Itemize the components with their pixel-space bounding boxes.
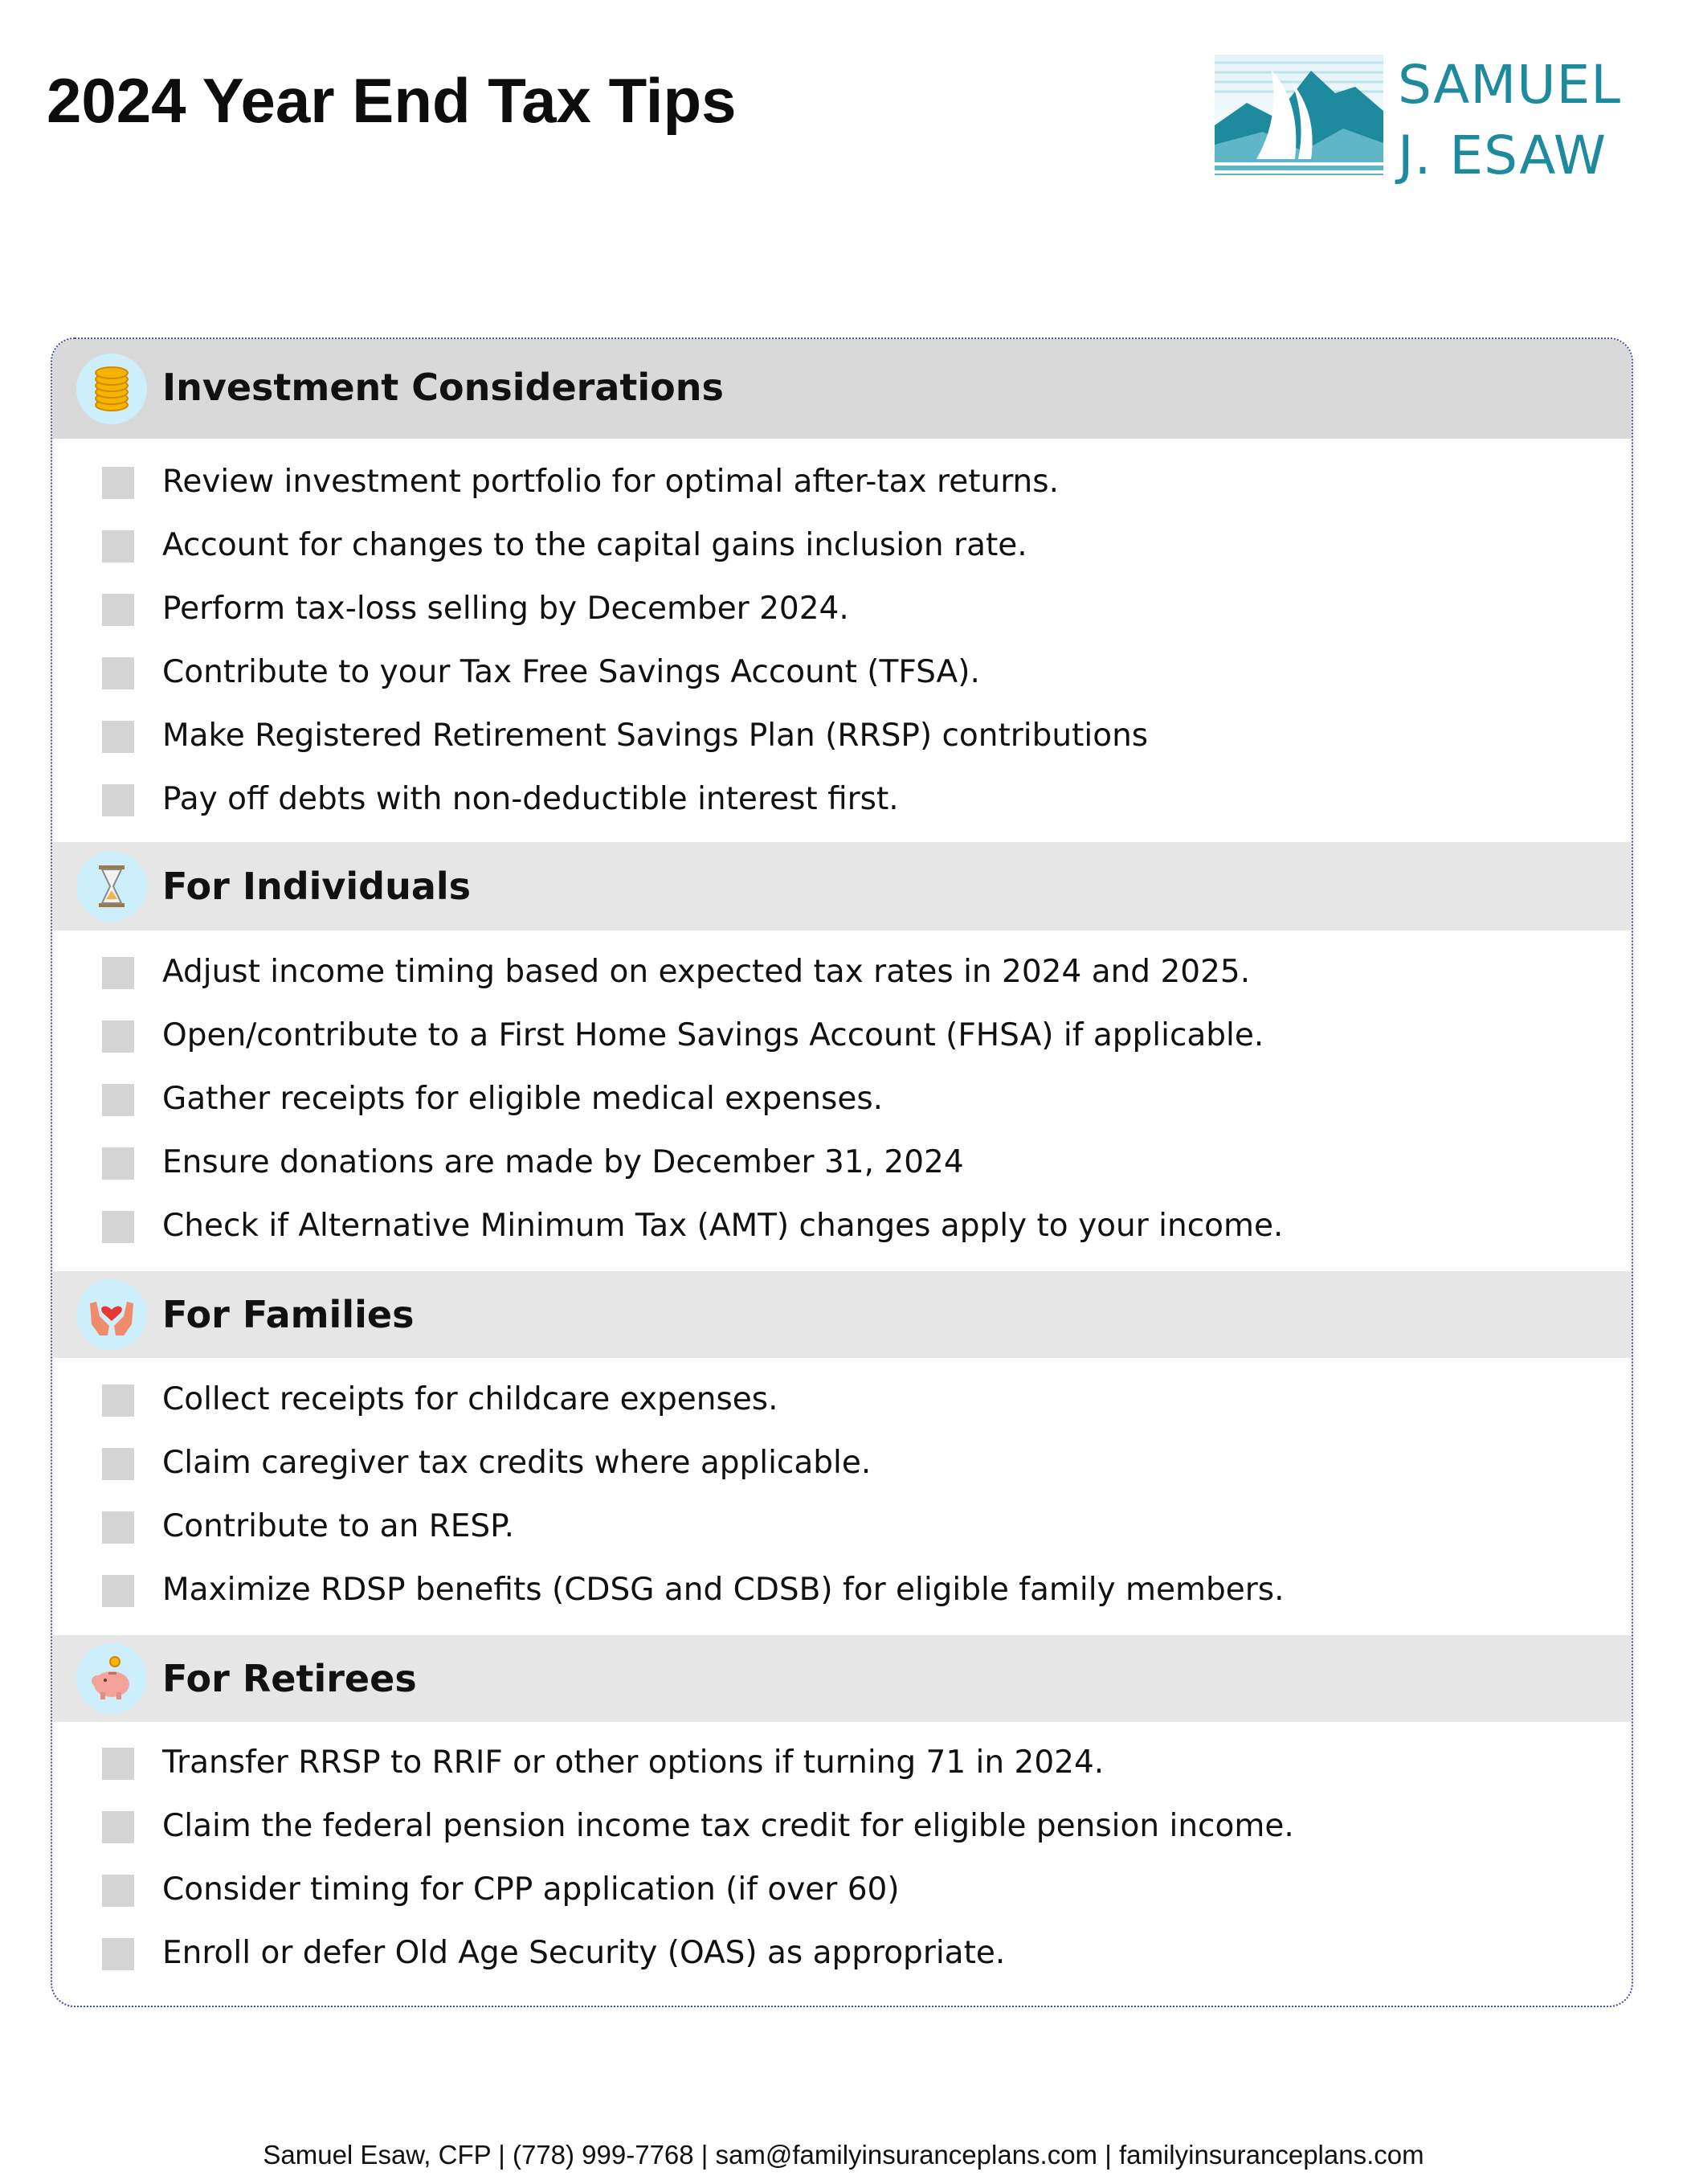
section-title: For Families [162, 1293, 415, 1336]
checklist-item-text: Review investment portfolio for optimal after-tax returns. [162, 464, 1059, 500]
checkbox[interactable] [102, 594, 134, 626]
checkbox[interactable] [102, 1938, 134, 1970]
section-header-families [52, 1271, 1632, 1358]
checklist-item-text: Account for changes to the capital gains inclusion rate. [162, 527, 1027, 563]
brand-logo [1215, 50, 1632, 186]
piggy-bank-icon [76, 1643, 147, 1714]
section-header-individuals [52, 842, 1632, 930]
section-title: For Retirees [162, 1657, 417, 1700]
checklist-item[interactable] [52, 948, 1632, 996]
checkbox[interactable] [102, 1020, 134, 1053]
brand-line-1: SAMUEL [1398, 54, 1621, 116]
section-title: For Individuals [162, 865, 472, 908]
section-header-retirees [52, 1635, 1632, 1722]
checkbox[interactable] [102, 1875, 134, 1907]
checklist-item[interactable] [52, 1139, 1632, 1187]
tax-tips-card [51, 337, 1633, 2007]
checklist-item-text: Check if Alternative Minimum Tax (AMT) changes apply to your income. [162, 1208, 1284, 1244]
hourglass-icon [76, 851, 147, 922]
checklist-item[interactable] [52, 1929, 1632, 1977]
section-header-investment [52, 339, 1632, 439]
hands-heart-icon [76, 1279, 147, 1350]
checkbox[interactable] [102, 721, 134, 753]
checklist-item-text: Contribute to your Tax Free Savings Account (TFSA). [162, 654, 980, 690]
checklist-item[interactable] [52, 1566, 1632, 1614]
checkbox[interactable] [102, 1575, 134, 1607]
checklist-item-text: Consider timing for CPP application (if over 60) [162, 1871, 900, 1908]
checkbox[interactable] [102, 657, 134, 689]
checkbox[interactable] [102, 467, 134, 499]
checkbox[interactable] [102, 1084, 134, 1116]
checkbox[interactable] [102, 1147, 134, 1180]
checklist-item-text: Make Registered Retirement Savings Plan (RRSP) contributions [162, 718, 1149, 754]
checkbox[interactable] [102, 1811, 134, 1843]
checklist-item[interactable] [52, 458, 1632, 506]
checkbox[interactable] [102, 1748, 134, 1780]
checkbox[interactable] [102, 957, 134, 989]
checklist-item[interactable] [52, 1202, 1632, 1250]
brand-line-2: J. ESAW [1398, 125, 1607, 186]
checklist-item-text: Enroll or defer Old Age Security (OAS) as appropriate. [162, 1935, 1006, 1971]
checkbox[interactable] [102, 1211, 134, 1243]
coins-icon [76, 354, 147, 424]
checklist-item-text: Claim the federal pension income tax credit for eligible pension income. [162, 1808, 1294, 1844]
checklist-item-text: Maximize RDSP benefits (CDSG and CDSB) for eligible family members. [162, 1572, 1285, 1608]
contact-footer: Samuel Esaw, CFP | (778) 999-7768 | sam@familyinsuranceplans.com | familyinsuranceplans.com [263, 2140, 1424, 2170]
checklist-item[interactable] [52, 1739, 1632, 1787]
sailboat-mountain-logo-icon [1215, 55, 1383, 177]
checklist-item[interactable] [52, 1439, 1632, 1487]
checklist-item[interactable] [52, 775, 1632, 824]
brand-wordmark [1398, 50, 1621, 191]
checklist-item[interactable] [52, 1802, 1632, 1851]
checkbox[interactable] [102, 1511, 134, 1544]
checkbox[interactable] [102, 530, 134, 562]
section-title: Investment Considerations [162, 366, 724, 409]
checklist-item[interactable] [52, 712, 1632, 760]
checklist-item-text: Claim caregiver tax credits where applicable. [162, 1445, 872, 1481]
checklist-item-text: Gather receipts for eligible medical expenses. [162, 1081, 884, 1117]
checklist-item-text: Perform tax-loss selling by December 2024. [162, 591, 849, 627]
checklist-item-text: Adjust income timing based on expected tax rates in 2024 and 2025. [162, 954, 1251, 990]
checklist-item[interactable] [52, 1075, 1632, 1123]
page-title: 2024 Year End Tax Tips [47, 65, 737, 136]
checklist-item[interactable] [52, 1376, 1632, 1424]
checklist-item[interactable] [52, 521, 1632, 570]
checkbox[interactable] [102, 1384, 134, 1417]
checklist-item[interactable] [52, 1503, 1632, 1551]
checklist-item[interactable] [52, 1012, 1632, 1060]
checklist-item[interactable] [52, 585, 1632, 633]
checklist-item-text: Open/contribute to a First Home Savings Account (FHSA) if applicable. [162, 1017, 1264, 1053]
checkbox[interactable] [102, 1448, 134, 1480]
checkbox[interactable] [102, 784, 134, 816]
checklist-item[interactable] [52, 648, 1632, 697]
checklist-item-text: Ensure donations are made by December 31, 2024 [162, 1144, 964, 1180]
checklist-item-text: Pay off debts with non-deductible interest first. [162, 781, 899, 817]
checklist-item-text: Collect receipts for childcare expenses. [162, 1381, 778, 1417]
checklist-item-text: Transfer RRSP to RRIF or other options if turning 71 in 2024. [162, 1744, 1105, 1781]
checklist-item-text: Contribute to an RESP. [162, 1508, 515, 1544]
checklist-item[interactable] [52, 1866, 1632, 1914]
